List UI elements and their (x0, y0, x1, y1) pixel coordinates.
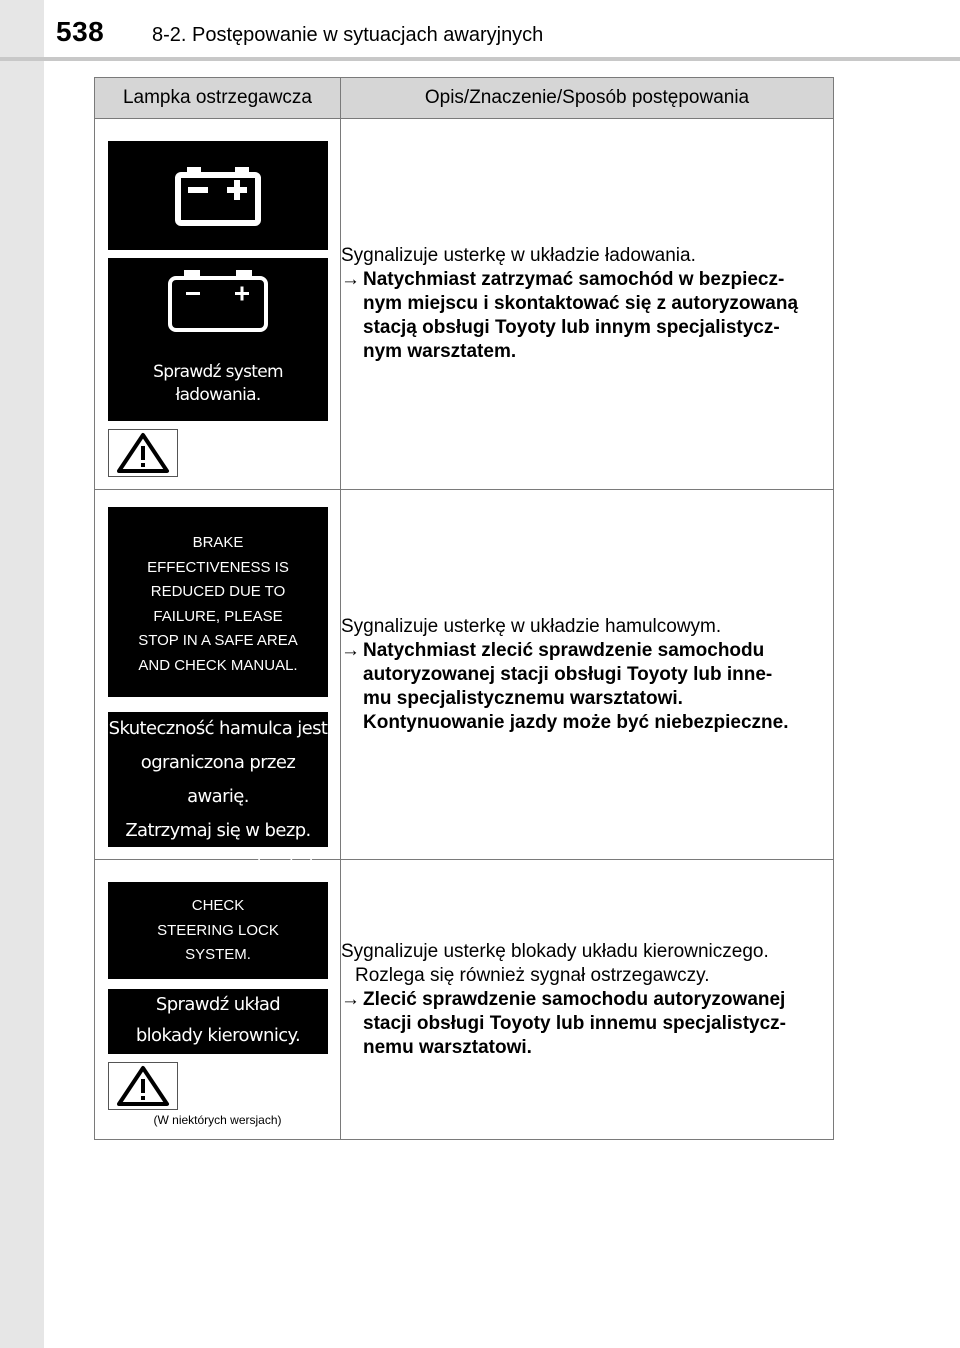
description-cell-brake (341, 490, 834, 860)
action-line: nemu warsztatowi. (363, 1036, 532, 1058)
panel-text-line: CHECK (191, 897, 245, 914)
description-cell-charging (341, 119, 834, 490)
action-block (341, 988, 833, 1060)
action-line: stacją obsługi Toyoty lub innym specjalistycz- (363, 317, 780, 338)
action-line: Natychmiast zlecić sprawdzenie samochodu (363, 639, 765, 661)
action-line: nym warsztatem. (363, 341, 517, 362)
column-header-description: Opis/Znaczenie/Sposób postępowania (341, 78, 834, 119)
panel-text-line: BRAKE (192, 534, 244, 551)
table-row-steering-lock (95, 860, 834, 1140)
panel-text-line: Zatrzymaj się w bezp. (125, 820, 311, 841)
action-block (341, 639, 833, 735)
warning-triangle-icon (115, 1064, 171, 1108)
table-header-row (95, 78, 834, 119)
action-line: Natychmiast zatrzymać samochód w bezpiecz- (363, 269, 785, 290)
panel-text-line: EFFECTIVENESS IS (147, 558, 289, 576)
version-note: (W niektórych wersjach) (153, 1113, 282, 1127)
master-warning-icon-box (108, 1062, 178, 1110)
panel-text-line: Sprawdź układ (155, 994, 281, 1015)
header-divider (0, 57, 960, 61)
table-row-charging (95, 119, 834, 490)
description-intro-secondary: Rozlega się również sygnał ostrzegawczy. (355, 964, 710, 986)
description-cell-steering-lock (341, 860, 834, 1140)
panel-text-line: blokady kierownicy. (135, 1025, 301, 1046)
battery-outline-icon (166, 268, 270, 334)
brake-polish-panel (108, 712, 328, 875)
action-line: mu specjalistycznemu warsztatowi. (363, 687, 683, 709)
action-block (341, 268, 833, 364)
table-row-brake (95, 490, 834, 860)
arrow-icon: → (341, 269, 360, 290)
brake-english-panel (108, 507, 328, 697)
panel-text-line: STOP IN A SAFE AREA (138, 632, 298, 649)
panel-text-line: Skuteczność hamulca jest (108, 718, 328, 739)
section-title: 8-2. Postępowanie w sytuacjach awaryjnych (152, 24, 544, 46)
battery-icon (173, 165, 263, 227)
panel-text-line: REDUCED DUE TO (150, 583, 286, 600)
panel-text-line: Sprawdź system (153, 362, 283, 382)
page-margin-strip (0, 0, 44, 1348)
arrow-icon: → (341, 639, 360, 661)
action-line: stacji obsługi Toyoty lub innemu specjalistycz- (363, 1012, 787, 1034)
arrow-icon: → (341, 988, 360, 1010)
action-line: Kontynuowanie jazdy może być niebezpieczne. (363, 711, 789, 733)
description-intro: Sygnalizuje usterkę w układzie hamulcowym. (341, 615, 722, 637)
charging-message-panel (108, 258, 328, 421)
panel-text-line: AND CHECK MANUAL. (138, 656, 298, 674)
panel-text-line: ograniczona przez awarię. (140, 752, 296, 807)
page-number: 538 (56, 16, 105, 47)
lamp-cell-brake (95, 490, 341, 875)
panel-text-line: miejscu i spr. instr. obsł. (117, 854, 319, 875)
action-line: Zlecić sprawdzenie samochodu autoryzowanej (363, 988, 786, 1010)
action-line: autoryzowanej stacji obsługi Toyoty lub inne- (363, 663, 773, 685)
panel-text-line: STEERING LOCK (157, 921, 279, 939)
action-line: nym miejscu i skontaktować się z autoryzowaną (363, 293, 799, 314)
description-intro: Sygnalizuje usterkę blokady układu kierowniczego. (341, 940, 769, 962)
description-intro: Sygnalizuje usterkę w układzie ładowania. (341, 245, 696, 266)
warning-triangle-icon (115, 431, 171, 475)
warning-lights-table (94, 77, 834, 1140)
panel-text-line: FAILURE, PLEASE (153, 607, 283, 625)
steering-polish-panel (108, 989, 328, 1054)
lamp-cell-charging (95, 119, 341, 490)
column-header-lamp: Lampka ostrzegawcza (95, 78, 341, 119)
master-warning-icon-box (108, 429, 178, 477)
steering-english-panel (108, 882, 328, 979)
lamp-cell-steering-lock (95, 860, 341, 1140)
panel-text-line: SYSTEM. (185, 946, 251, 963)
panel-text-line: ładowania. (175, 385, 261, 405)
battery-warning-panel (108, 141, 328, 250)
